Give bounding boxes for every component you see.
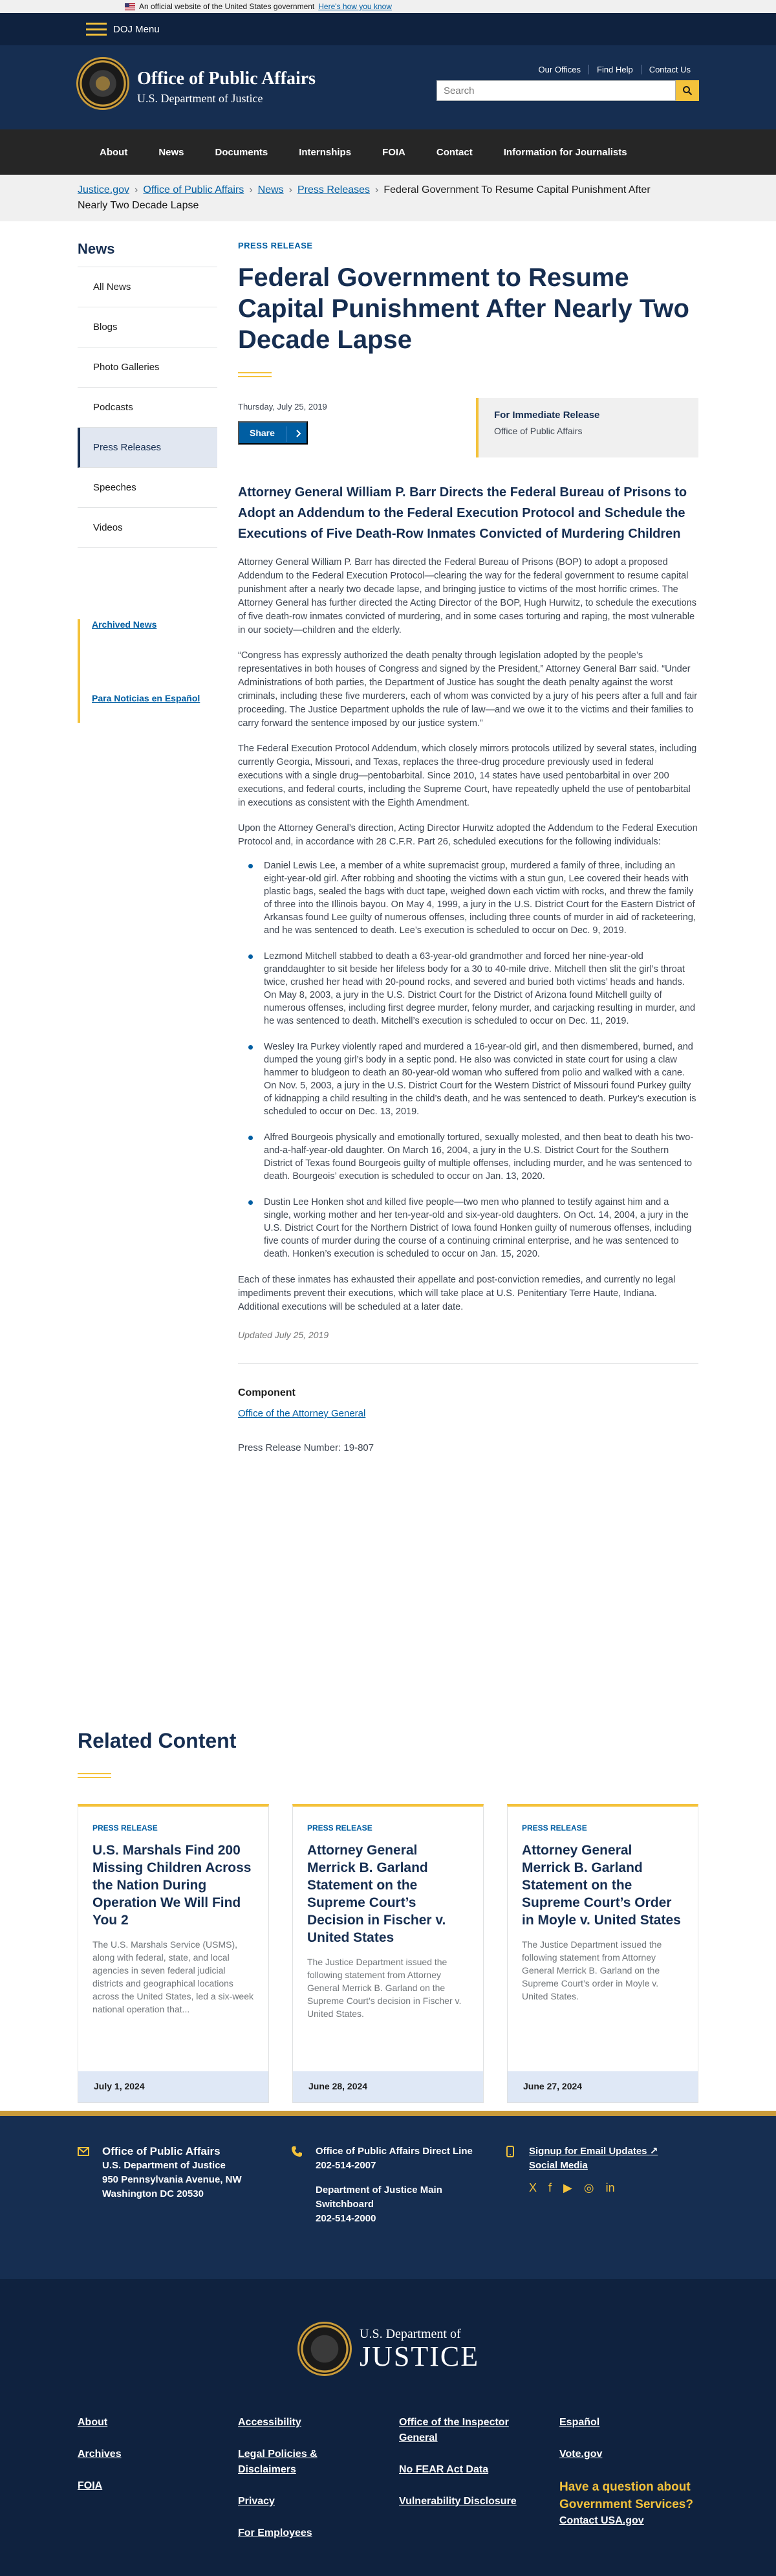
breadcrumb [78,182,679,214]
chevron-right-icon: › [135,184,138,195]
article [238,241,698,1453]
breadcrumb-news[interactable]: News [257,184,284,195]
article-eyebrow: PRESS RELEASE [238,241,313,250]
release-info-box [476,398,698,457]
doj-menu-label[interactable]: DOJ Menu [113,23,160,35]
chevron-right-icon: › [249,184,253,195]
page-layout [0,221,776,1716]
mail-icon [78,2146,89,2157]
youtube-icon[interactable]: ▶ [563,2181,572,2194]
component-label: Component [238,1387,296,1398]
sidebar-item-press-releases[interactable]: Press Releases [78,428,217,468]
sidebar-item-blogs[interactable]: Blogs [78,307,217,347]
footer-link-privacy[interactable]: Privacy [238,2496,275,2507]
switchboard-number[interactable]: 202-514-2000 [316,2213,376,2224]
footer-links-col-1 [78,2415,220,2510]
nav-internships[interactable]: Internships [299,146,352,158]
card-date: July 1, 2024 [78,2071,268,2102]
title-divider [238,372,272,377]
linkedin-icon[interactable]: in [605,2181,615,2194]
card-eyebrow: PRESS RELEASE [92,1823,158,1833]
footer-address-line: 950 Pennsylvania Avenue, NW [102,2174,242,2185]
footer-address-line: U.S. Department of Justice [102,2160,226,2171]
search-form [436,80,699,101]
sidebar-title: News [78,241,217,267]
footer-contact [0,2111,776,2279]
related-card[interactable] [507,1804,698,2103]
archived-news-link[interactable]: Archived News [92,619,157,630]
footer-bottom [0,2279,776,2576]
share-label: Share [250,428,275,438]
site-title-department: U.S. Department of Justice [137,92,263,105]
inmate-list [238,859,698,1260]
footer-link-for-employees[interactable]: For Employees [238,2527,312,2538]
find-help-link[interactable]: Find Help [588,65,641,74]
our-offices-link[interactable]: Our Offices [538,65,581,74]
article-closing: Each of these inmates has exhausted their appellate and post-conviction remedies, and currently no legal impediments prevent their executions, which will take place at U.S. Penitentiary Terre Haute, Indiana. Additional executions will be scheduled at a later date. [238,1275,676,1312]
breadcrumb-bar [0,175,776,221]
share-button[interactable] [238,421,308,445]
list-item: Daniel Lewis Lee, a member of a white supremacist group, murdered a family of three, including an eight-year-old girl. After robbing and shooting the victims with a stun gun, Lee covered their heads with plastic bags, sealed the bags with duct tape, weighed down each victim with rocks, and threw the family of three into the Illinois bayou. On May 4, 1999, a jury in the U.S. District Court for the Eastern District of Arkansas found Lee guilty of numerous offenses, including three counts of murder in aid of racketeering, and he was sentenced to death. Lee’s execution is scheduled to occur on Dec. 9, 2019. [238,859,698,937]
switchboard-label: Department of Justice Main Switchboard [316,2185,442,2210]
footer-link-foia[interactable]: FOIA [78,2480,103,2491]
main-nav [0,129,776,175]
card-date: June 28, 2024 [293,2071,483,2102]
footer-links-col-2 [238,2415,380,2557]
related-card[interactable] [292,1804,484,2103]
footer-links-col-3 [399,2415,541,2526]
updated-date: Updated July 25, 2019 [238,1330,698,1364]
article-paragraph: “Congress has expressly authorized the death penalty through legislation adopted by the people’s representatives in both houses of Congress and signed by the President,” Attorney General Barr said. “Under Administrations of both parties, the Department of Justice has sought the death penalty against the worst criminals, including these five murderers, each of whom was convicted by a jury of his peers after a full and fair proceeding. The Justice Department upholds the rule of law—and we owe it to the victims and their families to carry forward the sentence imposed by our justice system.” [238,650,698,729]
site-header [0,45,776,129]
search-icon [682,85,693,96]
search-input[interactable] [436,80,676,101]
email-signup-link[interactable] [529,2144,658,2159]
chevron-right-icon: › [288,184,292,195]
related-divider [78,1773,111,1778]
breadcrumb-press-releases[interactable]: Press Releases [297,184,371,195]
article-paragraph: Attorney General William P. Barr has directed the Federal Bureau of Prisons (BOP) to adopt a proposed Addendum to the Federal Execution Protocol—clearing the way for the federal government to resume capital punishment after a nearly two decade lapse, and bringing justice to victims of the most horrific crimes. The Attorney General has further directed the Acting Director of the BOP, Hugh Hurwitz, to schedule the executions of five death-row inmates convicted of murdering, and in some cases torturing and raping, the most vulnerable in our society—children and the elderly. [238,557,696,635]
sidebar-extra-links [78,619,217,723]
contact-us-link[interactable]: Contact Us [641,65,698,74]
x-icon[interactable]: X [529,2181,537,2194]
brand-top: U.S. Department of [360,2327,461,2341]
sidebar-item-speeches[interactable]: Speeches [78,468,217,508]
list-item: Dustin Lee Honken shot and killed five people—two men who planned to testify against him and a single, working mother and her ten-year-old and six-year-old daughters. On Oct. 14, 2004, a jury in the U.S. District Court for the Northern District of Iowa found Honken guilty of numerous offenses, including five counts of murder during the course of a continuing criminal enterprise, and he was sentenced to death. Honken’s execution is scheduled to occur on Jan. 15, 2020. [238,1196,698,1260]
card-title[interactable]: U.S. Marshals Find 200 Missing Children Across the Nation During Operation We Will Find You 2 [92,1843,252,1928]
direct-line-label: Office of Public Affairs Direct Line [316,2146,473,2157]
sidebar-item-podcasts[interactable]: Podcasts [78,388,217,428]
external-link-icon: ↗ [649,2146,658,2157]
doj-seal-logo[interactable] [76,57,129,110]
instagram-icon[interactable]: ◎ [583,2181,594,2194]
article-subtitle: Attorney General William P. Barr Directs the Federal Bureau of Prisons to Adopt an Addendum to the Federal Execution Protocol and Schedule the Executions of Five Death-Row Inmates Convicted of Murdering Children [238,485,687,541]
page-title: Federal Government to Resume Capital Punishment After Nearly Two Decade Lapse [238,263,689,354]
component-link[interactable]: Office of the Attorney General [238,1408,366,1419]
footer-links-col-4 [559,2415,698,2545]
chevron-right-icon: › [375,184,379,195]
footer-link-legal-policies[interactable]: Legal Policies & Disclaimers [238,2449,318,2475]
direct-line-number[interactable]: 202-514-2007 [316,2160,376,2171]
list-item: Alfred Bourgeois physically and emotionally tortured, sexually molested, and then beat to death his two-and-a-half-year-old daughter. On March 16, 2004, a jury in the U.S. District Court for the Southern District of Texas found Bourgeois guilty of multiple offenses, including murder, and he was sentenced to death. Bourgeois’ execution is scheduled to occur on Jan. 13, 2020. [238,1131,698,1183]
footer-link-about[interactable]: About [78,2417,108,2428]
list-item: Wesley Ira Purkey violently raped and murdered a 16-year-old girl, and then dismembered, burned, and dumped the young girl’s body in a septic pond. He also was convicted in state court for using a claw hammer to bludgeon to death an 80-year-old woman who suffered from polio and walked with a cane. On Nov. 5, 2003, a jury in the U.S. District Court for the Western District of Missouri found Purkey guilty of kidnapping a child resulting in the child’s death, and he was sentenced to death. Purkey’s execution is scheduled to occur on Dec. 13, 2019. [238,1040,698,1118]
card-date: June 27, 2024 [508,2071,698,2102]
nav-documents[interactable]: Documents [215,146,268,158]
footer-link-vote-gov[interactable]: Vote.gov [559,2449,603,2460]
sidebar [78,241,217,548]
breadcrumb-current: Federal Government To Resume Capital Punishment After Nearly Two Decade Lapse [78,184,651,211]
utility-links [531,65,698,74]
facebook-icon[interactable]: f [548,2181,552,2194]
nav-information-for-journalists[interactable]: Information for Journalists [503,146,627,158]
doj-menu-bar [0,13,776,45]
nav-news[interactable]: News [158,146,184,158]
footer-address-line: Washington DC 20530 [102,2188,204,2199]
card-title[interactable]: Attorney General Merrick B. Garland Statement on the Supreme Court’s Order in Moyle v. United States [522,1843,681,1928]
us-flag-icon [125,3,135,10]
chevron-right-icon [292,428,304,439]
card-description: The Justice Department issued the following statement from Attorney General Merrick B. Garland on the Supreme Court’s decision in Fischer v. United States. [307,1957,462,2019]
social-media-link[interactable]: Social Media [529,2160,588,2171]
breadcrumb-justice-gov[interactable]: Justice.gov [78,184,130,195]
footer-link-espanol[interactable]: Español [559,2417,600,2428]
article-paragraph: The Federal Execution Protocol Addendum, which closely mirrors protocols utilized by several states, including currently Georgia, Missouri, and Texas, replaces the three-drug procedure previously used in federal executions with a single drug—pentobarbital. Since 2010, 14 states have used pentobarbital in over 200 executions, and federal courts, including the Supreme Court, have repeatedly upheld the use of pentobarbital in executions as consistent with the Eighth Amendment. [238,743,697,808]
article-meta [238,402,698,479]
card-eyebrow: PRESS RELEASE [307,1823,372,1833]
footer-social [529,2144,658,2195]
doj-seal-logo[interactable] [297,2322,352,2376]
card-title[interactable]: Attorney General Merrick B. Garland Statement on the Supreme Court’s Decision in Fischer v. United States [307,1843,446,1945]
nav-foia[interactable]: FOIA [382,146,405,158]
site-title-office: Office of Public Affairs [137,69,316,89]
sidebar-item-all-news[interactable]: All News [78,267,217,307]
footer-phones [316,2144,473,2226]
card-description: The U.S. Marshals Service (USMS), along with federal, state, and local agencies in seven federal judicial districts and geographical locations across the United States, led a six-week national operation that... [92,1939,254,2014]
site-title[interactable] [137,69,316,105]
footer-link-accessibility[interactable]: Accessibility [238,2417,301,2428]
footer-office-name: Office of Public Affairs [102,2145,221,2157]
gov-banner [0,0,776,13]
nav-about[interactable]: About [100,146,128,158]
search-button[interactable] [676,80,699,101]
social-icons [529,2181,658,2195]
para-noticias-link[interactable]: Para Noticias en Español [92,693,200,703]
related-card[interactable] [78,1804,269,2103]
related-content [0,1716,776,2111]
gov-banner-text: An official website of the United States government [139,2,315,11]
nav-contact[interactable]: Contact [436,146,473,158]
contact-usa-gov-link[interactable]: Contact USA.gov [559,2515,644,2526]
card-eyebrow: PRESS RELEASE [522,1823,587,1833]
list-item: Lezmond Mitchell stabbed to death a 63-year-old grandmother and forced her nine-year-old granddaughter to sit beside her lifeless body for a 30 to 40-mile drive. Mitchell then slit the girl’s throat twice, crushed her head with 20-pound rocks, and severed and buried both victims’ heads and hands. On May 8, 2003, a jury in the U.S. District Court for the District of Arizona found Mitchell guilty of numerous offenses, including first degree murder, felony murder, and carjacking resulting in murder, and he was sentenced to death. Mitchell’s execution is scheduled to occur on Dec. 11, 2019. [238,950,698,1028]
footer-link-no-fear-act[interactable]: No FEAR Act Data [399,2464,489,2475]
related-title: Related Content [78,1729,237,1752]
sidebar-item-photo-galleries[interactable]: Photo Galleries [78,347,217,388]
menu-icon[interactable] [86,23,107,36]
article-paragraph: Upon the Attorney General’s direction, Acting Director Hurwitz adopted the Addendum to the Federal Execution Protocol and, in accordance with 28 C.F.R. Part 26, scheduled executions for the following individuals: [238,823,698,847]
help-question: Have a question about Government Services? [559,2480,693,2511]
breadcrumb-office-of-public-affairs[interactable]: Office of Public Affairs [143,184,244,195]
mobile-icon [504,2146,516,2157]
article-date: Thursday, July 25, 2019 [238,402,327,412]
card-description: The Justice Department issued the following statement from Attorney General Merrick B. Garland on the Supreme Court’s order in Moyle v. United States. [522,1939,662,2001]
footer-brand[interactable] [360,2327,479,2372]
footer-link-inspector-general[interactable]: Office of the Inspector General [399,2417,509,2443]
press-release-number: Press Release Number: 19-807 [238,1442,374,1453]
email-signup-label: Signup for Email Updates [529,2146,647,2157]
heres-how-you-know-link[interactable]: Here's how you know [318,2,392,11]
sidebar-item-videos[interactable]: Videos [78,508,217,548]
brand-main: JUSTICE [360,2340,480,2372]
release-office: Office of Public Affairs [494,426,583,436]
phone-icon [291,2146,303,2157]
footer-link-vulnerability-disclosure[interactable]: Vulnerability Disclosure [399,2496,517,2507]
release-heading: For Immediate Release [494,410,600,421]
footer-address [102,2144,242,2201]
footer-link-archives[interactable]: Archives [78,2449,122,2460]
